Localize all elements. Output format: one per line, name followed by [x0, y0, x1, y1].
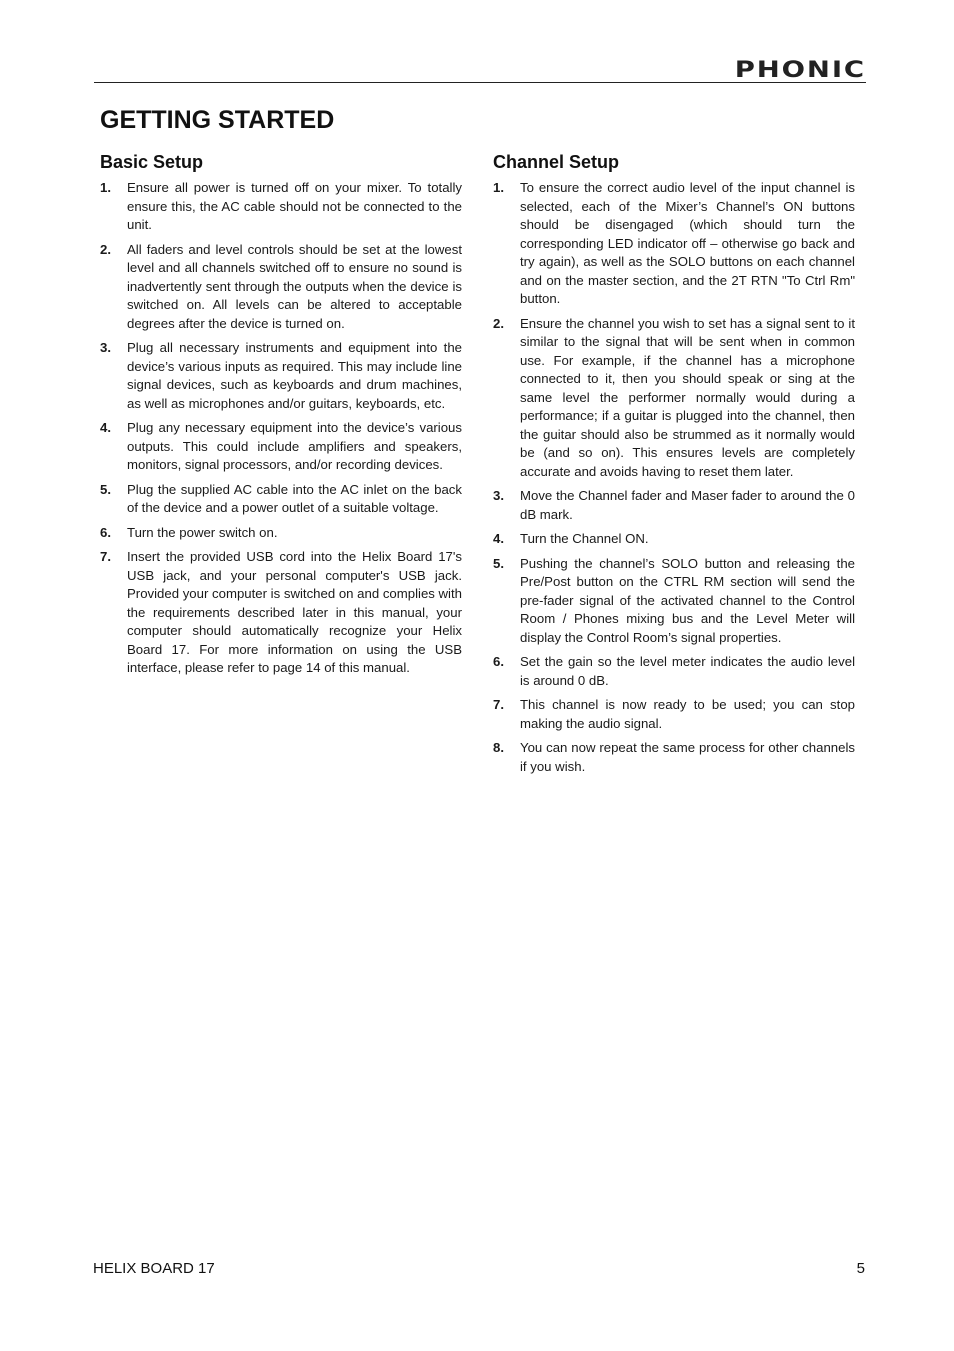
- step-text: You can now repeat the same process for other channels if you wish.: [520, 740, 855, 774]
- channel-step-5: [493, 555, 855, 648]
- brand-logo: PHONIC: [734, 58, 866, 83]
- basic-setup-steps: [100, 179, 462, 678]
- basic-step-1: [100, 179, 462, 235]
- channel-setup-section: [493, 152, 855, 782]
- step-number: 7.: [100, 549, 111, 564]
- step-text: To ensure the correct audio level of the input channel is selected, each of the Mixer’s Channel’s ON buttons should be disengaged (which should turn the corresponding LED indicator off – otherwise go back and try again), as well as the SOLO buttons on each channel and on the master section, and the 2T RTN "To Ctrl Rm" button.: [520, 180, 855, 306]
- step-number: 6.: [493, 654, 504, 669]
- channel-step-4: [493, 530, 855, 549]
- step-number: 7.: [493, 697, 504, 712]
- step-number: 1.: [493, 180, 504, 195]
- step-number: 3.: [493, 488, 504, 503]
- page-title: GETTING STARTED: [100, 106, 335, 134]
- step-number: 2.: [100, 241, 111, 257]
- step-number: 4.: [100, 420, 111, 435]
- basic-step-3: [100, 339, 462, 413]
- step-text: Move the Channel fader and Maser fader to around the 0 dB mark.: [520, 488, 855, 522]
- basic-setup-heading: Basic Setup: [100, 152, 204, 172]
- basic-step-4: [100, 419, 462, 475]
- channel-step-1: [493, 179, 855, 309]
- channel-setup-steps: [493, 179, 855, 776]
- step-text: Pushing the channel’s SOLO button and releasing the Pre/Post button on the CTRL RM section will send the pre-fader signal of the activated channel to the Control Room / Phones mixing bus and the Level Meter will display the Control Room’s signal properties.: [520, 555, 855, 645]
- step-number: 3.: [100, 340, 111, 355]
- channel-step-6: [493, 653, 855, 690]
- channel-step-3: [493, 487, 855, 524]
- step-text: Plug the supplied AC cable into the AC inlet on the back of the device and a power outlet of a suitable voltage.: [127, 481, 462, 515]
- footer-product-name: HELIX BOARD 17: [93, 1260, 215, 1277]
- channel-step-7: [493, 696, 855, 733]
- basic-setup-section: [100, 152, 462, 684]
- step-number: 2.: [493, 315, 504, 331]
- channel-setup-heading: Channel Setup: [493, 152, 620, 172]
- basic-step-2: [100, 241, 462, 334]
- step-text: Ensure the channel you wish to set has a signal sent to it similar to the signal that will be sent when in common use. For example, if the channel has a microphone connected to it, then you should speak or sing at the same level the performer normally would during a performance; if a guitar is plugged into the channel, then the guitar should also be strummed as it normally would be (and so on). This ensures levels are completely accurate and avoids having to reset them later.: [520, 315, 855, 479]
- channel-step-8: [493, 739, 855, 776]
- step-text: Set the gain so the level meter indicates the audio level is around 0 dB.: [520, 654, 855, 688]
- channel-step-2: [493, 315, 855, 482]
- page-number: 5: [856, 1260, 865, 1277]
- basic-step-5: [100, 481, 462, 518]
- step-number: 8.: [493, 740, 504, 755]
- step-text: Insert the provided USB cord into the Helix Board 17's USB jack, and your personal computer's USB jack. Provided your computer is switched on and complies with the requirements described later in this manual, your computer should automatically recognize your Helix Board 17. For more information on using the USB interface, please refer to page 14 of this manual.: [127, 549, 462, 675]
- step-text: All faders and level controls should be set at the lowest level and all channels switched off to ensure no sound is inadvertently sent through the outputs when the device is switched on. All levels can be altered to acceptable degrees after the device is turned on.: [127, 241, 462, 331]
- step-number: 4.: [493, 531, 504, 546]
- step-text: This channel is now ready to be used; you can stop making the audio signal.: [520, 697, 855, 731]
- step-text: Plug all necessary instruments and equipment into the device’s various inputs as required. This may include line signal devices, such as keyboards and drum machines, as well as microphones and/or guitars, keyboards, etc.: [127, 340, 462, 411]
- step-text: Turn the power switch on.: [127, 524, 278, 540]
- step-number: 5.: [493, 555, 504, 571]
- step-text: Ensure all power is turned off on your mixer. To totally ensure this, the AC cable should not be connected to the unit.: [127, 180, 462, 232]
- basic-step-7: [100, 548, 462, 678]
- step-text: Turn the Channel ON.: [520, 531, 649, 546]
- basic-step-6: [100, 524, 462, 543]
- step-number: 1.: [100, 180, 111, 195]
- step-number: 6.: [100, 524, 111, 540]
- step-text: Plug any necessary equipment into the device’s various outputs. This could include amplifiers and speakers, monitors, signal processors, and/or recording devices.: [127, 420, 462, 472]
- step-number: 5.: [100, 481, 111, 497]
